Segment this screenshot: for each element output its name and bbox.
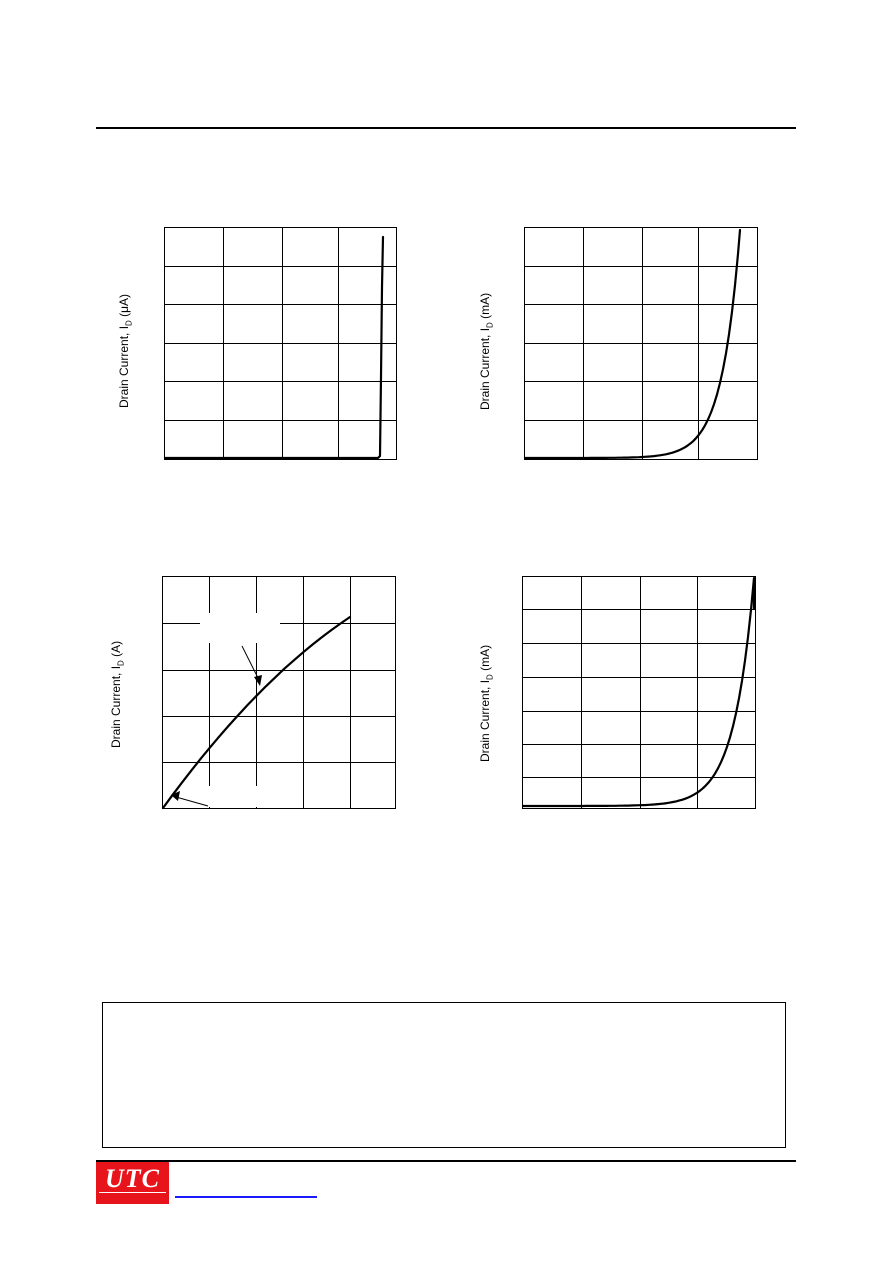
utc-logo <box>96 1162 169 1204</box>
chart4 <box>522 576 756 809</box>
chart2-plot <box>524 227 758 460</box>
chart1-ylabel: Drain Current, $I_D$ (μA) <box>117 293 134 408</box>
chart2 <box>524 227 758 460</box>
chart4-curve <box>523 578 754 806</box>
chart1 <box>164 227 397 460</box>
chart3-label-box-bottom <box>202 786 272 807</box>
header-rule <box>96 127 796 129</box>
chart3-frame <box>163 577 396 809</box>
footer-rule <box>96 1160 796 1162</box>
website-link-underline[interactable] <box>175 1196 317 1198</box>
chart3-arrow-upper-head <box>254 675 262 686</box>
chart1-curve <box>165 237 383 458</box>
chart4-frame <box>523 577 756 809</box>
chart3-label-box-top <box>200 613 280 643</box>
chart1-plot <box>164 227 397 460</box>
chart3-plot <box>162 576 396 809</box>
disclaimer-box <box>102 1002 786 1148</box>
chart4-ylabel: Drain Current, $I_D$ (mA) <box>478 644 495 762</box>
chart2-ylabel: Drain Current, $I_D$ (mA) <box>478 292 495 410</box>
chart3-ylabel: Drain Current, $I_D$ (A) <box>109 640 126 748</box>
chart4-plot <box>522 576 756 809</box>
chart3 <box>162 576 396 809</box>
utc-logo-text: UTC <box>105 1164 160 1193</box>
utc-logo-frame <box>99 1165 166 1193</box>
